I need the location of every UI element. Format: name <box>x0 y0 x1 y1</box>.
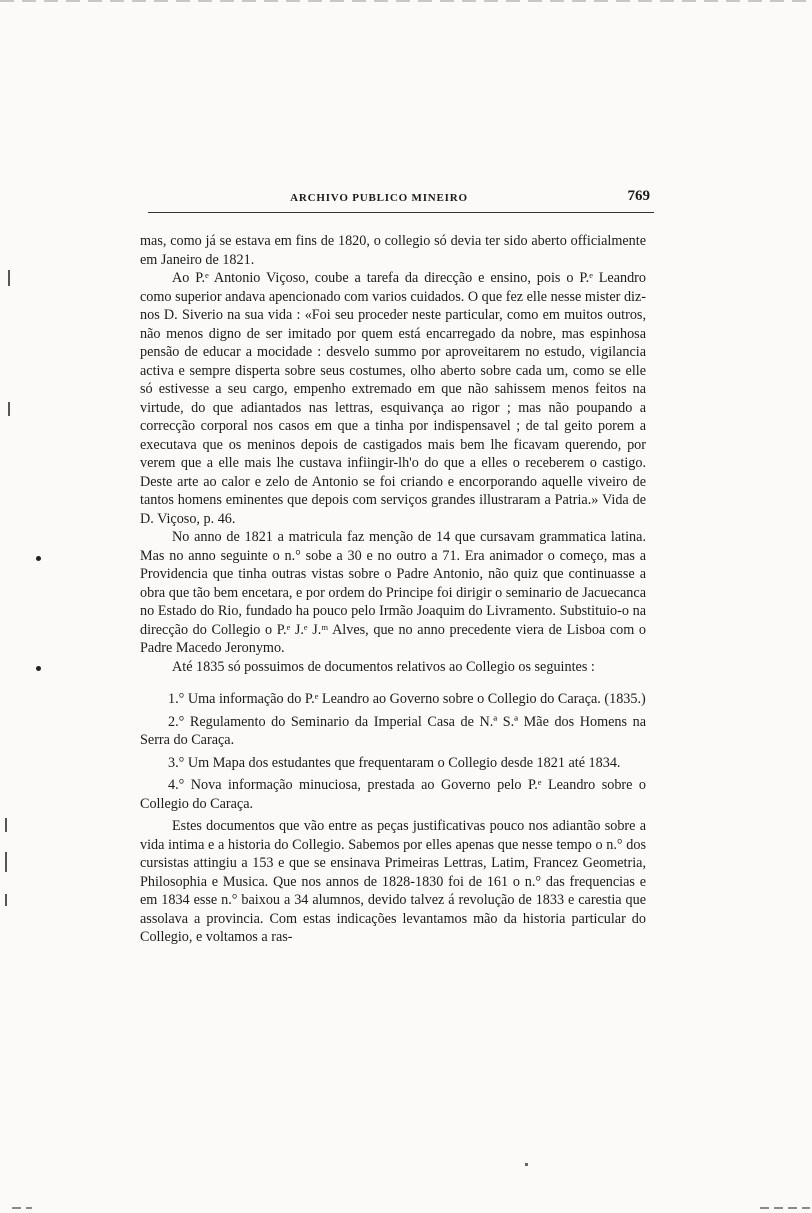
print-mark <box>525 1163 528 1166</box>
paragraph: mas, como já se estava em fins de 1820, o collegio só devia ter sido aberto officialmente em Janeiro de 1821. <box>140 233 646 268</box>
scan-top-edge <box>0 0 812 2</box>
running-head <box>148 188 654 213</box>
margin-dot <box>36 666 41 671</box>
list-item: 3.° Um Mapa dos estudantes que frequentaram o Collegio desde 1821 até 1834. <box>168 754 621 771</box>
paragraph: Ao P.ᵉ Antonio Viçoso, coube a tarefa da direcção e ensino, pois o P.ᵉ Leandro como superior andava apencionado com varios cuidados. O que fez elle nesse mister diz-nos D. Siverio na sua vida : «Foi seu proceder neste particular, como em muitos outros, não menos digno de ser imitado por quem está encarregado da nobre, mas espinhosa pensão de educar a mocidade : desvelo summo por aproveitarem no estudo, vigilancia activa e sempre disperta sobre seus costumes, olho aberto sobre cada um, como se elle só estivesse a seu cargo, empenho extremado em que não sahissem menos feitos na virtude, do que adiantados nas lettras, esquivança ao rigor ; mas não poupando a correcção corporal nos casos em que a tinha por indispensavel ; de tal geito porem a executava que os meninos depois de castigados mais bem lhe ficavam querendo, por verem que a elle mais lhe custava infiingir-lh'o do que a elles o receberem o castigo. Deste arte ao calor e zelo de Antonio se foi criando e encorporando aquelle viveiro de tantos homens eminentes que depois com serviços grandes illustraram a Patria.» Vida de D. Viçoso, p. 46. <box>140 270 646 527</box>
margin-mark <box>5 894 7 906</box>
scan-bottom-edge <box>12 1207 32 1209</box>
list-item: 2.° Regulamento do Seminario da Imperial Casa de N.ª S.ª Mãe dos Homens na Serra do Caraça. <box>140 713 646 748</box>
list-item: 4.° Nova informação minuciosa, prestada ao Governo pelo P.ᵉ Leandro sobre o Collegio do Caraça. <box>140 777 646 812</box>
paragraph: Estes documentos que vão entre as peças justificativas pouco nos adiantão sobre a vida intima e a historia do Collegio. Sabemos por elles apenas que nesse tempo o n.° dos cursistas attingiu a 153 e que se ensinava Primeiras Lettras, Latim, Francez Geometria, Philosophia e Musica. Que nos annos de 1828-1830 foi de 161 o n.° das frequencias e em 1834 esse n.° baixou a 34 alumnos, devido talvez á revolução de 1833 e carestia que assolava a provincia. Com estas indicações levantamos mão da historia particular do Collegio, e voltamos a ras- <box>140 818 646 945</box>
list-item: 1.° Uma informação do P.ᵉ Leandro ao Governo sobre o Collegio do Caraça. (1835.) <box>168 691 646 707</box>
margin-mark <box>5 818 7 832</box>
margin-mark <box>8 402 10 416</box>
margin-mark <box>5 852 7 872</box>
paragraph: Até 1835 só possuimos de documentos relativos ao Collegio os seguintes : <box>172 658 595 675</box>
scan-bottom-edge <box>760 1207 810 1209</box>
running-title: ARCHIVO PUBLICO MINEIRO <box>290 192 468 204</box>
paragraph: No anno de 1821 a matricula faz menção de 14 que cursavam grammatica latina. Mas no anno seguinte o n.° sobe a 30 e no outro a 71. Era animador o começo, mas a Providencia que tinha outras vistas sobre o Padre Antonio, não quiz que continuasse a obra que tão bem encetara, e por ordem do Principe foi dirigir o seminario de Jacuecanca no Estado do Rio, fundado ha pouco pelo Irmão Joaquim do Livramento. Substituio-o na direcção do Collegio o P.ᵉ J.ᵉ J.ᵐ Alves, que no anno precedente viera de Lisboa com o Padre Macedo Jeronymo. <box>140 529 646 656</box>
page-number: 769 <box>627 188 650 204</box>
body-text <box>140 232 646 947</box>
margin-mark <box>8 270 10 286</box>
margin-dot <box>36 556 41 561</box>
